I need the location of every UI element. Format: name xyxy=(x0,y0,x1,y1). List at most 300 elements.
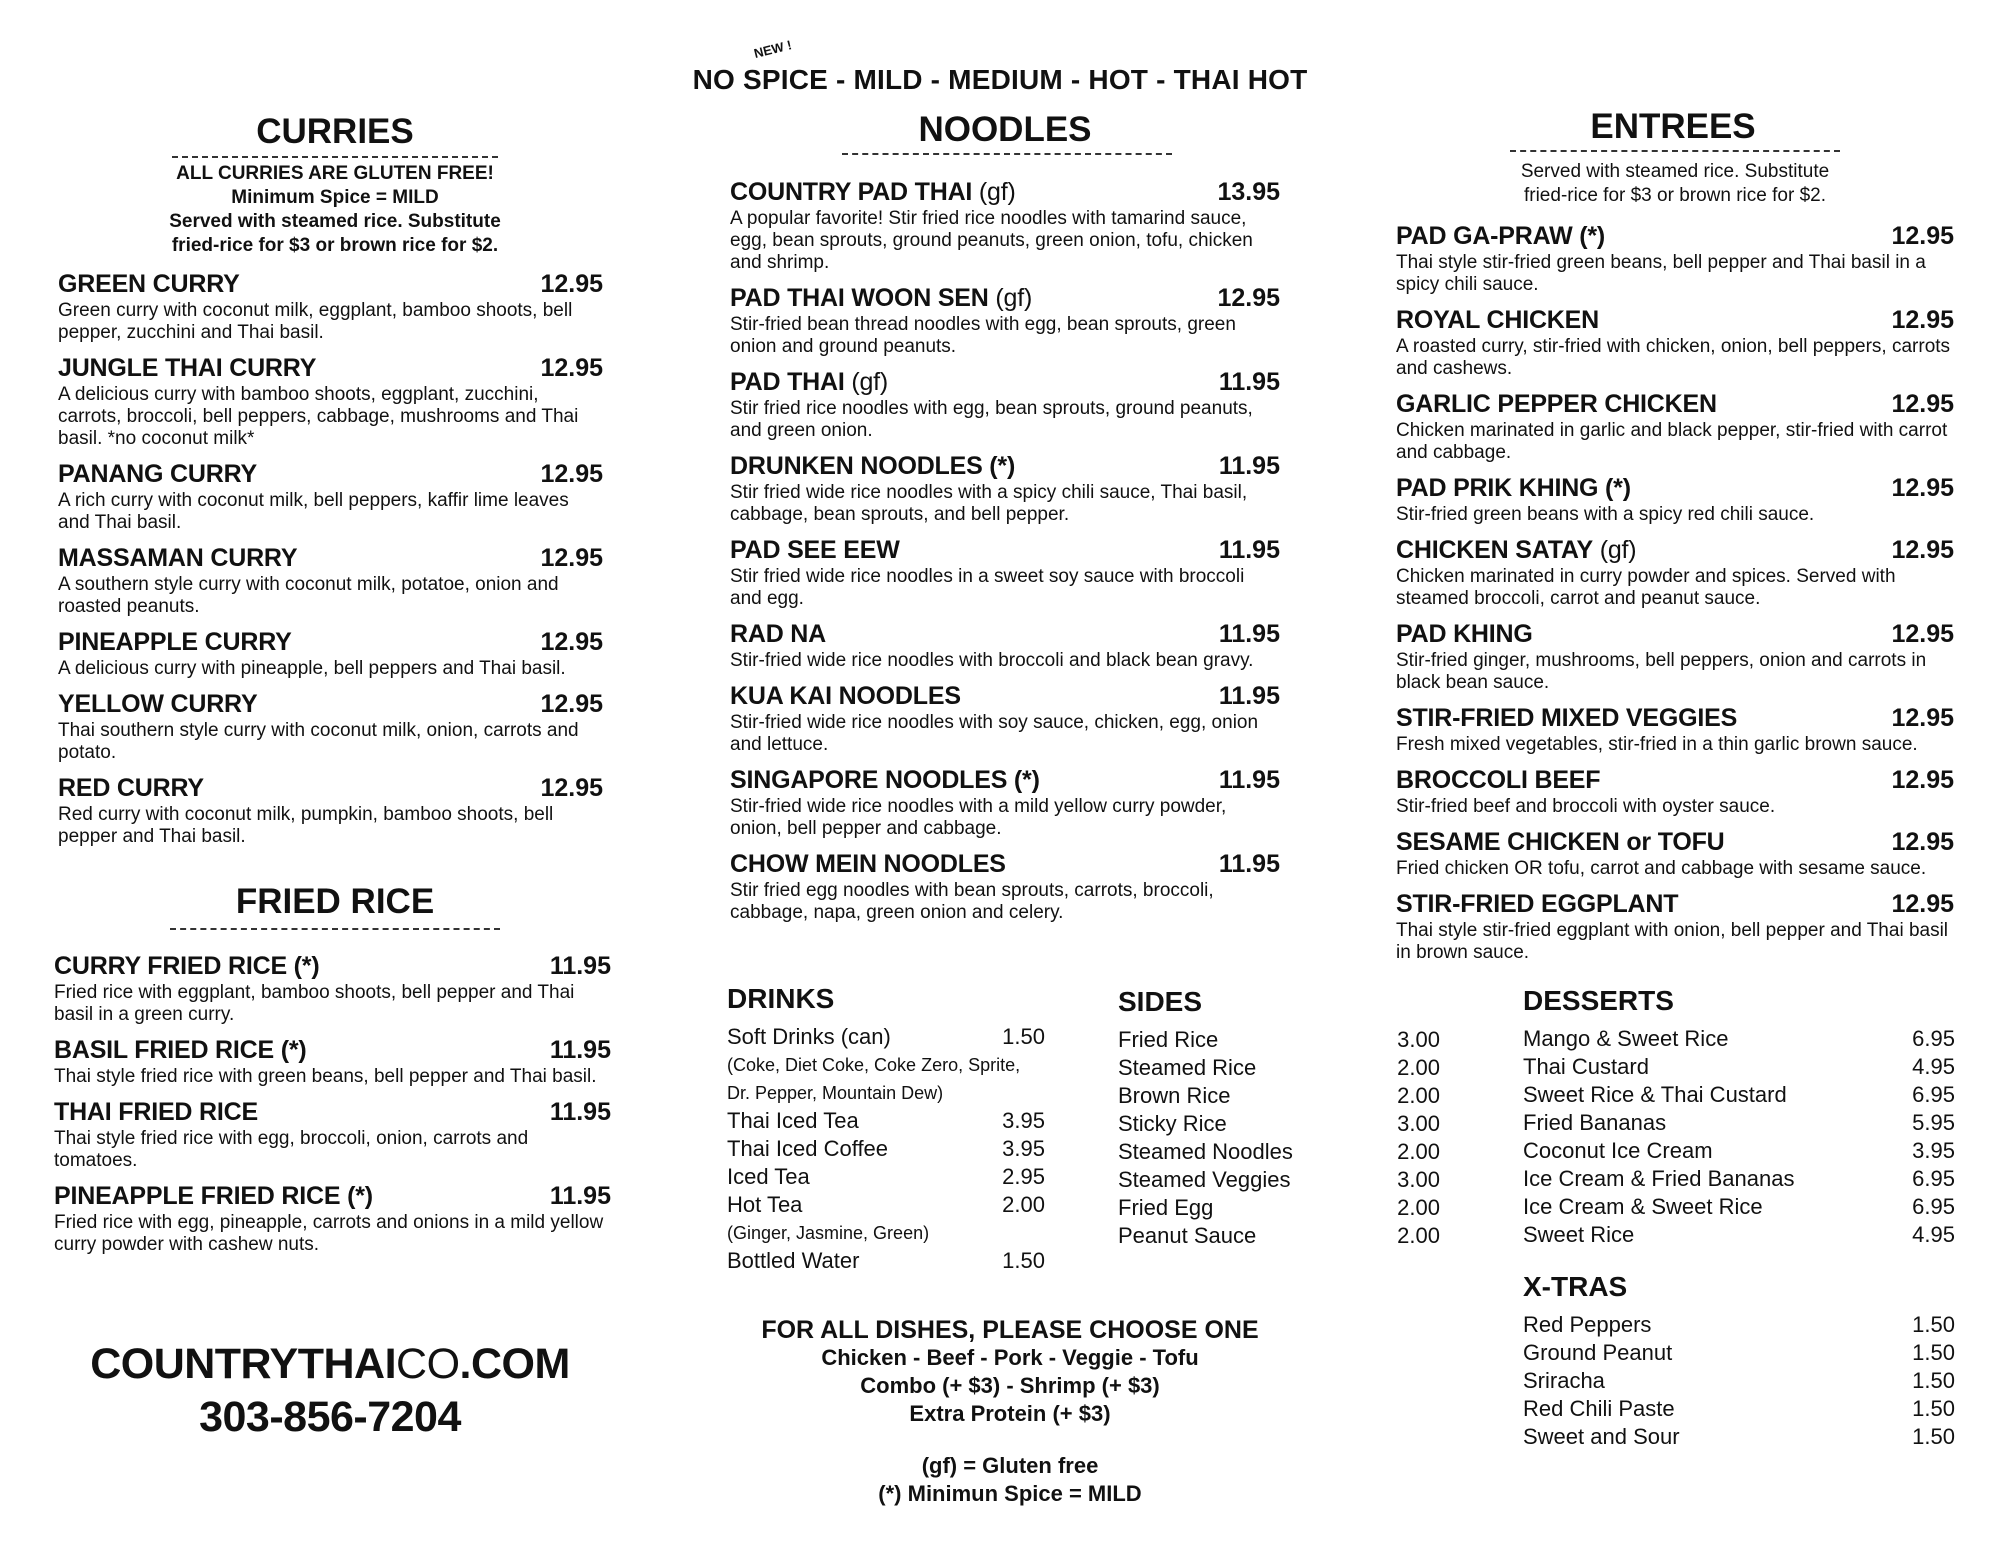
menu-item-name-text: YELLOW CURRY xyxy=(58,690,258,718)
menu-item-price: 13.95 xyxy=(1217,178,1280,206)
menu-item-price: 12.95 xyxy=(1891,704,1954,732)
list-item-price: 1.50 xyxy=(1912,1368,1955,1393)
list-note: Dr. Pepper, Mountain Dew) xyxy=(727,1083,944,1103)
list-note: (Coke, Diet Coke, Coke Zero, Sprite, xyxy=(727,1055,1021,1075)
menu-item-price: 12.95 xyxy=(1891,390,1954,418)
menu-item-name xyxy=(1396,222,1605,251)
menu-item-description: A rich curry with coconut milk, bell peppers, kaffir lime leaves and Thai basil. xyxy=(58,490,569,533)
list-item-name: Steamed Veggies xyxy=(1118,1167,1291,1192)
menu-item-name-text: THAI FRIED RICE xyxy=(54,1098,258,1126)
menu-item-description: Thai style fried rice with green beans, bell pepper and Thai basil. xyxy=(54,1066,597,1087)
list-item-price: 2.00 xyxy=(1397,1055,1440,1080)
menu-item-price: 11.95 xyxy=(1218,766,1280,794)
list-item xyxy=(1118,1082,1440,1110)
list-item-price: 6.95 xyxy=(1912,1194,1955,1219)
list-item-name: Thai Iced Tea xyxy=(727,1108,859,1133)
list-item-name: Ice Cream & Fried Bananas xyxy=(1523,1166,1795,1191)
menu-item xyxy=(1396,474,1954,526)
menu-item xyxy=(730,620,1280,672)
gluten-free-tag: (gf) xyxy=(988,284,1033,312)
curries-divider xyxy=(172,156,498,158)
menu-item xyxy=(58,460,603,534)
website-main: COUNTRYTHAI xyxy=(90,1340,397,1388)
menu-item-name-text: DRUNKEN NOODLES (*) xyxy=(730,452,1016,480)
menu-item xyxy=(1396,828,1954,880)
menu-item-description: A delicious curry with bamboo shoots, eggplant, zucchini, carrots, broccoli, bell peppers, cabbage, mushrooms and Thai basil. *no coconut milk* xyxy=(58,384,579,449)
menu-item-header xyxy=(730,368,1280,397)
menu-item-header xyxy=(58,774,603,803)
menu-item-name xyxy=(730,368,888,397)
drinks-title: DRINKS xyxy=(727,983,835,1014)
menu-item-header xyxy=(730,178,1280,207)
menu-item-price: 11.95 xyxy=(1218,536,1280,564)
menu-item-name-text: COUNTRY PAD THAI xyxy=(730,178,973,206)
menu-item-description: Stir fried wide rice noodles with a spicy chili sauce, Thai basil, cabbage, bean sprouts, and bell pepper. xyxy=(730,482,1248,525)
menu-item-name-text: SINGAPORE NOODLES (*) xyxy=(730,766,1040,794)
curries-note: Served with steamed rice. Substitute xyxy=(169,211,501,232)
footer-line: Chicken - Beef - Pork - Veggie - Tofu xyxy=(821,1345,1199,1370)
menu-item-description: A delicious curry with pineapple, bell peppers and Thai basil. xyxy=(58,658,566,679)
menu-item-price: 11.95 xyxy=(1218,850,1280,878)
list-item-name: Hot Tea xyxy=(727,1192,803,1217)
menu-item-description: Stir fried wide rice noodles in a sweet soy sauce with broccoli and egg. xyxy=(730,566,1245,609)
menu-item-price: 12.95 xyxy=(540,354,603,382)
menu-item-header xyxy=(54,1098,611,1127)
menu-item-name xyxy=(1396,474,1631,503)
menu-item-name-text: GARLIC PEPPER CHICKEN xyxy=(1396,390,1717,418)
menu-item-name-text: RED CURRY xyxy=(58,774,204,802)
list-item-name: Sticky Rice xyxy=(1118,1111,1227,1136)
menu-item-name xyxy=(58,544,297,573)
list-item-price: 2.95 xyxy=(1002,1164,1045,1189)
menu-item-price: 12.95 xyxy=(1217,284,1280,312)
menu-item-name-text: PAD THAI WOON SEN xyxy=(730,284,989,312)
menu-item-description: Chicken marinated in curry powder and spices. Served with steamed broccoli, carrot and peanut sauce. xyxy=(1396,566,1896,609)
phone-number[interactable]: 303-856-7204 xyxy=(199,1393,461,1441)
desserts-section xyxy=(1523,985,1955,1249)
menu-item-header xyxy=(1396,890,1954,919)
list-item-name: Fried Egg xyxy=(1118,1195,1214,1220)
list-item xyxy=(1523,1137,1955,1165)
menu-item-description: Fried chicken OR tofu, carrot and cabbage with sesame sauce. xyxy=(1396,858,1927,879)
menu-item-description: Stir-fried wide rice noodles with soy sauce, chicken, egg, onion and lettuce. xyxy=(730,712,1259,755)
list-item-price: 1.50 xyxy=(1912,1424,1955,1449)
curries-notes xyxy=(130,162,540,258)
list-item-name: Fried Rice xyxy=(1118,1027,1219,1052)
menu-item-name-text: STIR-FRIED MIXED VEGGIES xyxy=(1396,704,1738,732)
list-item xyxy=(727,1163,1045,1191)
list-item xyxy=(1118,1222,1440,1250)
list-item-name: Red Chili Paste xyxy=(1523,1396,1675,1421)
menu-item-name-text: PAD THAI xyxy=(730,368,845,396)
menu-item-name xyxy=(1396,890,1678,919)
menu-item-name xyxy=(1396,620,1533,649)
noodles-divider xyxy=(842,153,1172,155)
list-item xyxy=(1523,1109,1955,1137)
fried-rice-list xyxy=(54,952,611,1266)
menu-item-name xyxy=(730,682,961,711)
menu-item-name xyxy=(1396,766,1600,795)
list-item-name: Soft Drinks (can) xyxy=(727,1024,891,1049)
list-item-price: 1.50 xyxy=(1912,1396,1955,1421)
menu-item-description: Stir-fried bean thread noodles with egg, bean sprouts, green onion and ground peanuts. xyxy=(730,314,1236,357)
list-item xyxy=(1523,1311,1955,1339)
menu-item-price: 12.95 xyxy=(1891,222,1954,250)
menu-item-description: Stir-fried wide rice noodles with broccoli and black bean gravy. xyxy=(730,650,1254,671)
menu-item-description: Stir-fried wide rice noodles with a mild yellow curry powder, onion, bell pepper and cabbage. xyxy=(730,796,1227,839)
menu-item-price: 12.95 xyxy=(540,460,603,488)
menu-item-name xyxy=(54,1098,258,1127)
menu-item-header xyxy=(54,1182,611,1211)
menu-item-header xyxy=(1396,536,1954,565)
entrees-title: ENTREES xyxy=(1590,107,1756,146)
menu-item-name xyxy=(58,774,204,803)
menu-item-description: Thai style fried rice with egg, broccoli, onion, carrots and tomatoes. xyxy=(54,1128,529,1171)
menu-item xyxy=(54,1036,611,1088)
sides-title: SIDES xyxy=(1118,986,1203,1017)
menu-item-name-text: BROCCOLI BEEF xyxy=(1396,766,1601,794)
footer-line: (gf) = Gluten free xyxy=(921,1453,1099,1478)
desserts-title: DESSERTS xyxy=(1523,985,1674,1016)
list-item-price: 1.50 xyxy=(1002,1024,1045,1049)
menu-item-description: Stir-fried ginger, mushrooms, bell peppers, onion and carrots in black bean sauce. xyxy=(1396,650,1927,693)
menu-item-name xyxy=(1396,704,1737,733)
list-item xyxy=(727,1247,1045,1275)
menu-item-name-text: KUA KAI NOODLES xyxy=(730,682,961,710)
menu-item xyxy=(730,368,1280,442)
list-item-name: Brown Rice xyxy=(1118,1083,1231,1108)
noodles-title: NOODLES xyxy=(918,110,1092,149)
footer-line: Combo (+ $3) - Shrimp (+ $3) xyxy=(860,1373,1160,1398)
menu-item xyxy=(54,952,611,1026)
gluten-free-tag: (gf) xyxy=(1592,536,1637,564)
menu-item-header xyxy=(1396,766,1954,795)
menu-item-name-text: SESAME CHICKEN or TOFU xyxy=(1396,828,1725,856)
menu-item-name xyxy=(730,284,1032,313)
menu-item xyxy=(58,774,603,848)
entrees-divider xyxy=(1510,150,1840,152)
footer-line: Extra Protein (+ $3) xyxy=(909,1401,1111,1426)
list-item-price: 4.95 xyxy=(1912,1054,1955,1079)
menu-item-name-text: PAD KHING xyxy=(1396,620,1533,648)
menu-item-name xyxy=(730,536,900,565)
menu-item-header xyxy=(58,690,603,719)
entrees-notes xyxy=(1470,160,1880,208)
menu-item-description: Fried rice with eggplant, bamboo shoots, bell pepper and Thai basil in a green curry. xyxy=(54,982,575,1025)
fried-rice-title: FRIED RICE xyxy=(235,882,435,921)
list-item-price: 2.00 xyxy=(1397,1139,1440,1164)
entrees-note: Served with steamed rice. Substitute xyxy=(1520,161,1830,182)
list-item xyxy=(1523,1165,1955,1193)
footer-line: (*) Minimun Spice = MILD xyxy=(878,1481,1142,1506)
menu-item-header xyxy=(54,1036,611,1065)
menu-item-header xyxy=(730,850,1280,879)
menu-item-header xyxy=(58,628,603,657)
menu-item-description: A roasted curry, stir-fried with chicken, onion, bell peppers, carrots and cashews. xyxy=(1396,336,1951,379)
menu-item-header xyxy=(1396,704,1954,733)
list-item-price: 2.00 xyxy=(1397,1223,1440,1248)
menu-item-name-text: PINEAPPLE FRIED RICE (*) xyxy=(54,1182,373,1210)
list-item-name: Ground Peanut xyxy=(1523,1340,1673,1365)
menu-item xyxy=(58,270,603,344)
menu-item-description: Stir-fried beef and broccoli with oyster sauce. xyxy=(1396,796,1776,817)
list-item-name: Sriracha xyxy=(1523,1368,1605,1393)
menu-item-name xyxy=(58,460,257,489)
footer-line xyxy=(740,1428,1280,1452)
menu-item-price: 12.95 xyxy=(1891,536,1954,564)
menu-item xyxy=(58,354,603,450)
fried-rice-divider xyxy=(170,928,500,930)
footer-line: FOR ALL DISHES, PLEASE CHOOSE ONE xyxy=(761,1316,1259,1344)
menu-item-name xyxy=(54,1182,373,1211)
list-item-name: Red Peppers xyxy=(1523,1312,1652,1337)
menu-item xyxy=(1396,766,1954,818)
list-item xyxy=(1523,1081,1955,1109)
protein-choice-notes xyxy=(740,1316,1280,1508)
menu-item-header xyxy=(58,270,603,299)
menu-item-description: Stir fried rice noodles with egg, bean sprouts, ground peanuts, and green onion. xyxy=(730,398,1253,441)
menu-item-price: 12.95 xyxy=(1891,766,1954,794)
list-item-price: 6.95 xyxy=(1912,1082,1955,1107)
menu-item-description: Stir-fried green beans with a spicy red chili sauce. xyxy=(1396,504,1815,525)
list-item-name: Sweet Rice xyxy=(1523,1222,1635,1247)
menu-item xyxy=(730,178,1280,274)
menu-item-header xyxy=(1396,222,1954,251)
menu-item xyxy=(730,850,1280,924)
list-item-name: Bottled Water xyxy=(727,1248,860,1273)
menu-item-name-text: CURRY FRIED RICE (*) xyxy=(54,952,320,980)
menu-item-description: A popular favorite! Stir fried rice noodles with tamarind sauce, egg, bean sprouts, ground peanuts, green onion, tofu, chicken and shrimp. xyxy=(730,208,1253,273)
menu-item-name-text: ROYAL CHICKEN xyxy=(1396,306,1599,334)
entrees-note: fried-rice for $3 or brown rice for $2. xyxy=(1523,185,1826,206)
curries-note: ALL CURRIES ARE GLUTEN FREE! xyxy=(176,163,494,184)
menu-item-price: 11.95 xyxy=(1218,620,1280,648)
menu-item-header xyxy=(1396,390,1954,419)
website-tld: .COM xyxy=(459,1340,570,1388)
xtras-title: X-TRAS xyxy=(1523,1271,1628,1302)
list-item xyxy=(727,1191,1045,1219)
menu-item-name-text: PINEAPPLE CURRY xyxy=(58,628,292,656)
menu-item-header xyxy=(730,766,1280,795)
list-item-price: 1.50 xyxy=(1912,1312,1955,1337)
menu-item-header xyxy=(58,544,603,573)
menu-item xyxy=(58,690,603,764)
menu-item xyxy=(730,682,1280,756)
list-item xyxy=(1118,1138,1440,1166)
menu-item-header xyxy=(730,284,1280,313)
menu-item-price: 12.95 xyxy=(540,690,603,718)
list-item xyxy=(1523,1339,1955,1367)
list-item-name: Fried Bananas xyxy=(1523,1110,1667,1135)
menu-item-name-text: PAD GA-PRAW (*) xyxy=(1396,222,1606,250)
menu-item-header xyxy=(1396,828,1954,857)
menu-item-price: 11.95 xyxy=(549,1098,611,1126)
list-item-name: Peanut Sauce xyxy=(1118,1223,1257,1248)
menu-item-name-text: CHICKEN SATAY xyxy=(1396,536,1593,564)
list-item-name: Sweet Rice & Thai Custard xyxy=(1523,1082,1787,1107)
menu-item-description: Fried rice with egg, pineapple, carrots and onions in a mild yellow curry powder with cashew nuts. xyxy=(54,1212,604,1255)
list-item xyxy=(1523,1423,1955,1451)
list-item-price: 4.95 xyxy=(1912,1222,1955,1247)
list-item-price: 3.00 xyxy=(1397,1027,1440,1052)
list-item-price: 3.95 xyxy=(1002,1136,1045,1161)
menu-item-name xyxy=(58,270,240,299)
list-item xyxy=(1523,1221,1955,1249)
list-item-price: 3.00 xyxy=(1397,1111,1440,1136)
menu-item-price: 11.95 xyxy=(1218,452,1280,480)
menu-item xyxy=(58,544,603,618)
menu-item-header xyxy=(54,952,611,981)
menu-item xyxy=(1396,620,1954,694)
menu-item-name-text: PAD SEE EEW xyxy=(730,536,900,564)
menu-item-description: Chicken marinated in garlic and black pepper, stir-fried with carrot and cabbage. xyxy=(1396,420,1948,463)
list-item-price: 6.95 xyxy=(1912,1026,1955,1051)
list-item xyxy=(1523,1053,1955,1081)
spice-scale: NO SPICE - MILD - MEDIUM - HOT - THAI HOT xyxy=(692,64,1308,95)
list-item xyxy=(727,1135,1045,1163)
drinks-section xyxy=(727,983,1045,1275)
list-item xyxy=(1523,1193,1955,1221)
list-item-price: 2.00 xyxy=(1397,1195,1440,1220)
menu-item-name xyxy=(730,452,1015,481)
menu-item-name xyxy=(730,850,1006,879)
menu-item xyxy=(730,284,1280,358)
list-item xyxy=(1118,1166,1440,1194)
website[interactable] xyxy=(60,1337,600,1391)
menu-item-description: Thai style stir-fried eggplant with onion, bell pepper and Thai basil in brown sauce. xyxy=(1396,920,1949,963)
menu-item-header xyxy=(730,452,1280,481)
list-item xyxy=(1118,1054,1440,1082)
noodles-list xyxy=(730,178,1280,934)
menu-item-price: 12.95 xyxy=(1891,828,1954,856)
menu-item-header xyxy=(58,460,603,489)
menu-item-price: 12.95 xyxy=(540,774,603,802)
menu-item-name-text: PANANG CURRY xyxy=(58,460,257,488)
menu-item-name-text: BASIL FRIED RICE (*) xyxy=(54,1036,307,1064)
menu-item-name-text: MASSAMAN CURRY xyxy=(58,544,298,572)
menu-item-name xyxy=(58,354,316,383)
menu-item xyxy=(730,452,1280,526)
list-item xyxy=(1523,1367,1955,1395)
curries-title: CURRIES xyxy=(256,112,414,151)
menu-item-description: A southern style curry with coconut milk, potatoe, onion and roasted peanuts. xyxy=(58,574,559,617)
list-item-price: 2.00 xyxy=(1002,1192,1045,1217)
menu-item-description: Thai style stir-fried green beans, bell pepper and Thai basil in a spicy chili sauce. xyxy=(1396,252,1926,295)
menu-item-name xyxy=(1396,536,1636,565)
menu-item xyxy=(730,766,1280,840)
menu-item xyxy=(1396,890,1954,964)
list-item xyxy=(1118,1026,1440,1054)
curries-note: Minimum Spice = MILD xyxy=(231,187,439,208)
menu-item-name xyxy=(730,178,1016,207)
menu-item-name-text: STIR-FRIED EGGPLANT xyxy=(1396,890,1679,918)
menu-item-header xyxy=(730,620,1280,649)
menu-item-name xyxy=(58,628,292,657)
list-item xyxy=(727,1107,1045,1135)
menu-item-price: 11.95 xyxy=(549,1182,611,1210)
menu-item-name xyxy=(1396,828,1725,857)
menu-item-name xyxy=(54,952,319,981)
menu-item-name xyxy=(54,1036,307,1065)
menu-item xyxy=(58,628,603,680)
menu-item-price: 12.95 xyxy=(540,544,603,572)
menu-item xyxy=(730,536,1280,610)
menu-item-price: 12.95 xyxy=(1891,306,1954,334)
list-item-price: 1.50 xyxy=(1002,1248,1045,1273)
menu-item-price: 12.95 xyxy=(1891,890,1954,918)
entrees-list xyxy=(1396,222,1954,974)
menu-item xyxy=(1396,222,1954,296)
menu-item xyxy=(54,1098,611,1172)
menu-item-price: 12.95 xyxy=(540,628,603,656)
list-item xyxy=(1523,1025,1955,1053)
menu-item-header xyxy=(1396,620,1954,649)
menu-item-price: 12.95 xyxy=(1891,620,1954,648)
list-item-name: Mango & Sweet Rice xyxy=(1523,1026,1729,1051)
menu-item-price: 11.95 xyxy=(549,1036,611,1064)
menu-item xyxy=(1396,306,1954,380)
list-item-price: 3.95 xyxy=(1002,1108,1045,1133)
menu-item-name-text: RAD NA xyxy=(730,620,827,648)
list-item xyxy=(1523,1395,1955,1423)
list-item-name: Thai Custard xyxy=(1523,1054,1649,1079)
list-item-price: 3.00 xyxy=(1397,1167,1440,1192)
menu-item-name-text: GREEN CURRY xyxy=(58,270,240,298)
menu-item-name xyxy=(730,766,1040,795)
list-note: (Ginger, Jasmine, Green) xyxy=(727,1223,930,1243)
curries-list xyxy=(58,270,603,858)
new-badge: NEW ! xyxy=(752,37,794,61)
menu-item-name-text: PAD PRIK KHING (*) xyxy=(1396,474,1631,502)
menu-item-price: 11.95 xyxy=(549,952,611,980)
list-item-name: Sweet and Sour xyxy=(1523,1424,1680,1449)
menu-item-price: 12.95 xyxy=(1891,474,1954,502)
menu-item-header xyxy=(1396,474,1954,503)
list-item-name: Iced Tea xyxy=(727,1164,810,1189)
list-item-price: 1.50 xyxy=(1912,1340,1955,1365)
xtras-section xyxy=(1523,1271,1955,1451)
list-item-price: 6.95 xyxy=(1912,1166,1955,1191)
menu-item-name-text: JUNGLE THAI CURRY xyxy=(58,354,317,382)
menu-item-header xyxy=(730,682,1280,711)
list-item-name: Steamed Noodles xyxy=(1118,1139,1293,1164)
list-item xyxy=(727,1023,1045,1051)
list-item-name: Thai Iced Coffee xyxy=(727,1136,889,1161)
menu-item xyxy=(1396,390,1954,464)
gluten-free-tag: (gf) xyxy=(972,178,1016,206)
list-item-price: 2.00 xyxy=(1397,1083,1440,1108)
menu-item-name xyxy=(1396,306,1599,335)
list-item-price: 3.95 xyxy=(1912,1138,1955,1163)
list-item-name: Steamed Rice xyxy=(1118,1055,1257,1080)
menu-item-header xyxy=(58,354,603,383)
menu-item-header xyxy=(1396,306,1954,335)
menu-item xyxy=(54,1182,611,1256)
menu-item-name xyxy=(730,620,826,649)
menu-item xyxy=(1396,704,1954,756)
menu-item-price: 12.95 xyxy=(540,270,603,298)
menu-item-name-text: CHOW MEIN NOODLES xyxy=(730,850,1006,878)
menu-item xyxy=(1396,536,1954,610)
list-item xyxy=(1118,1194,1440,1222)
gluten-free-tag: (gf) xyxy=(844,368,889,396)
list-item xyxy=(1118,1110,1440,1138)
menu-item-name xyxy=(58,690,257,719)
menu-item-header xyxy=(730,536,1280,565)
menu-item-name xyxy=(1396,390,1717,419)
list-item-name: Ice Cream & Sweet Rice xyxy=(1523,1194,1763,1219)
menu-item-price: 11.95 xyxy=(1218,368,1280,396)
